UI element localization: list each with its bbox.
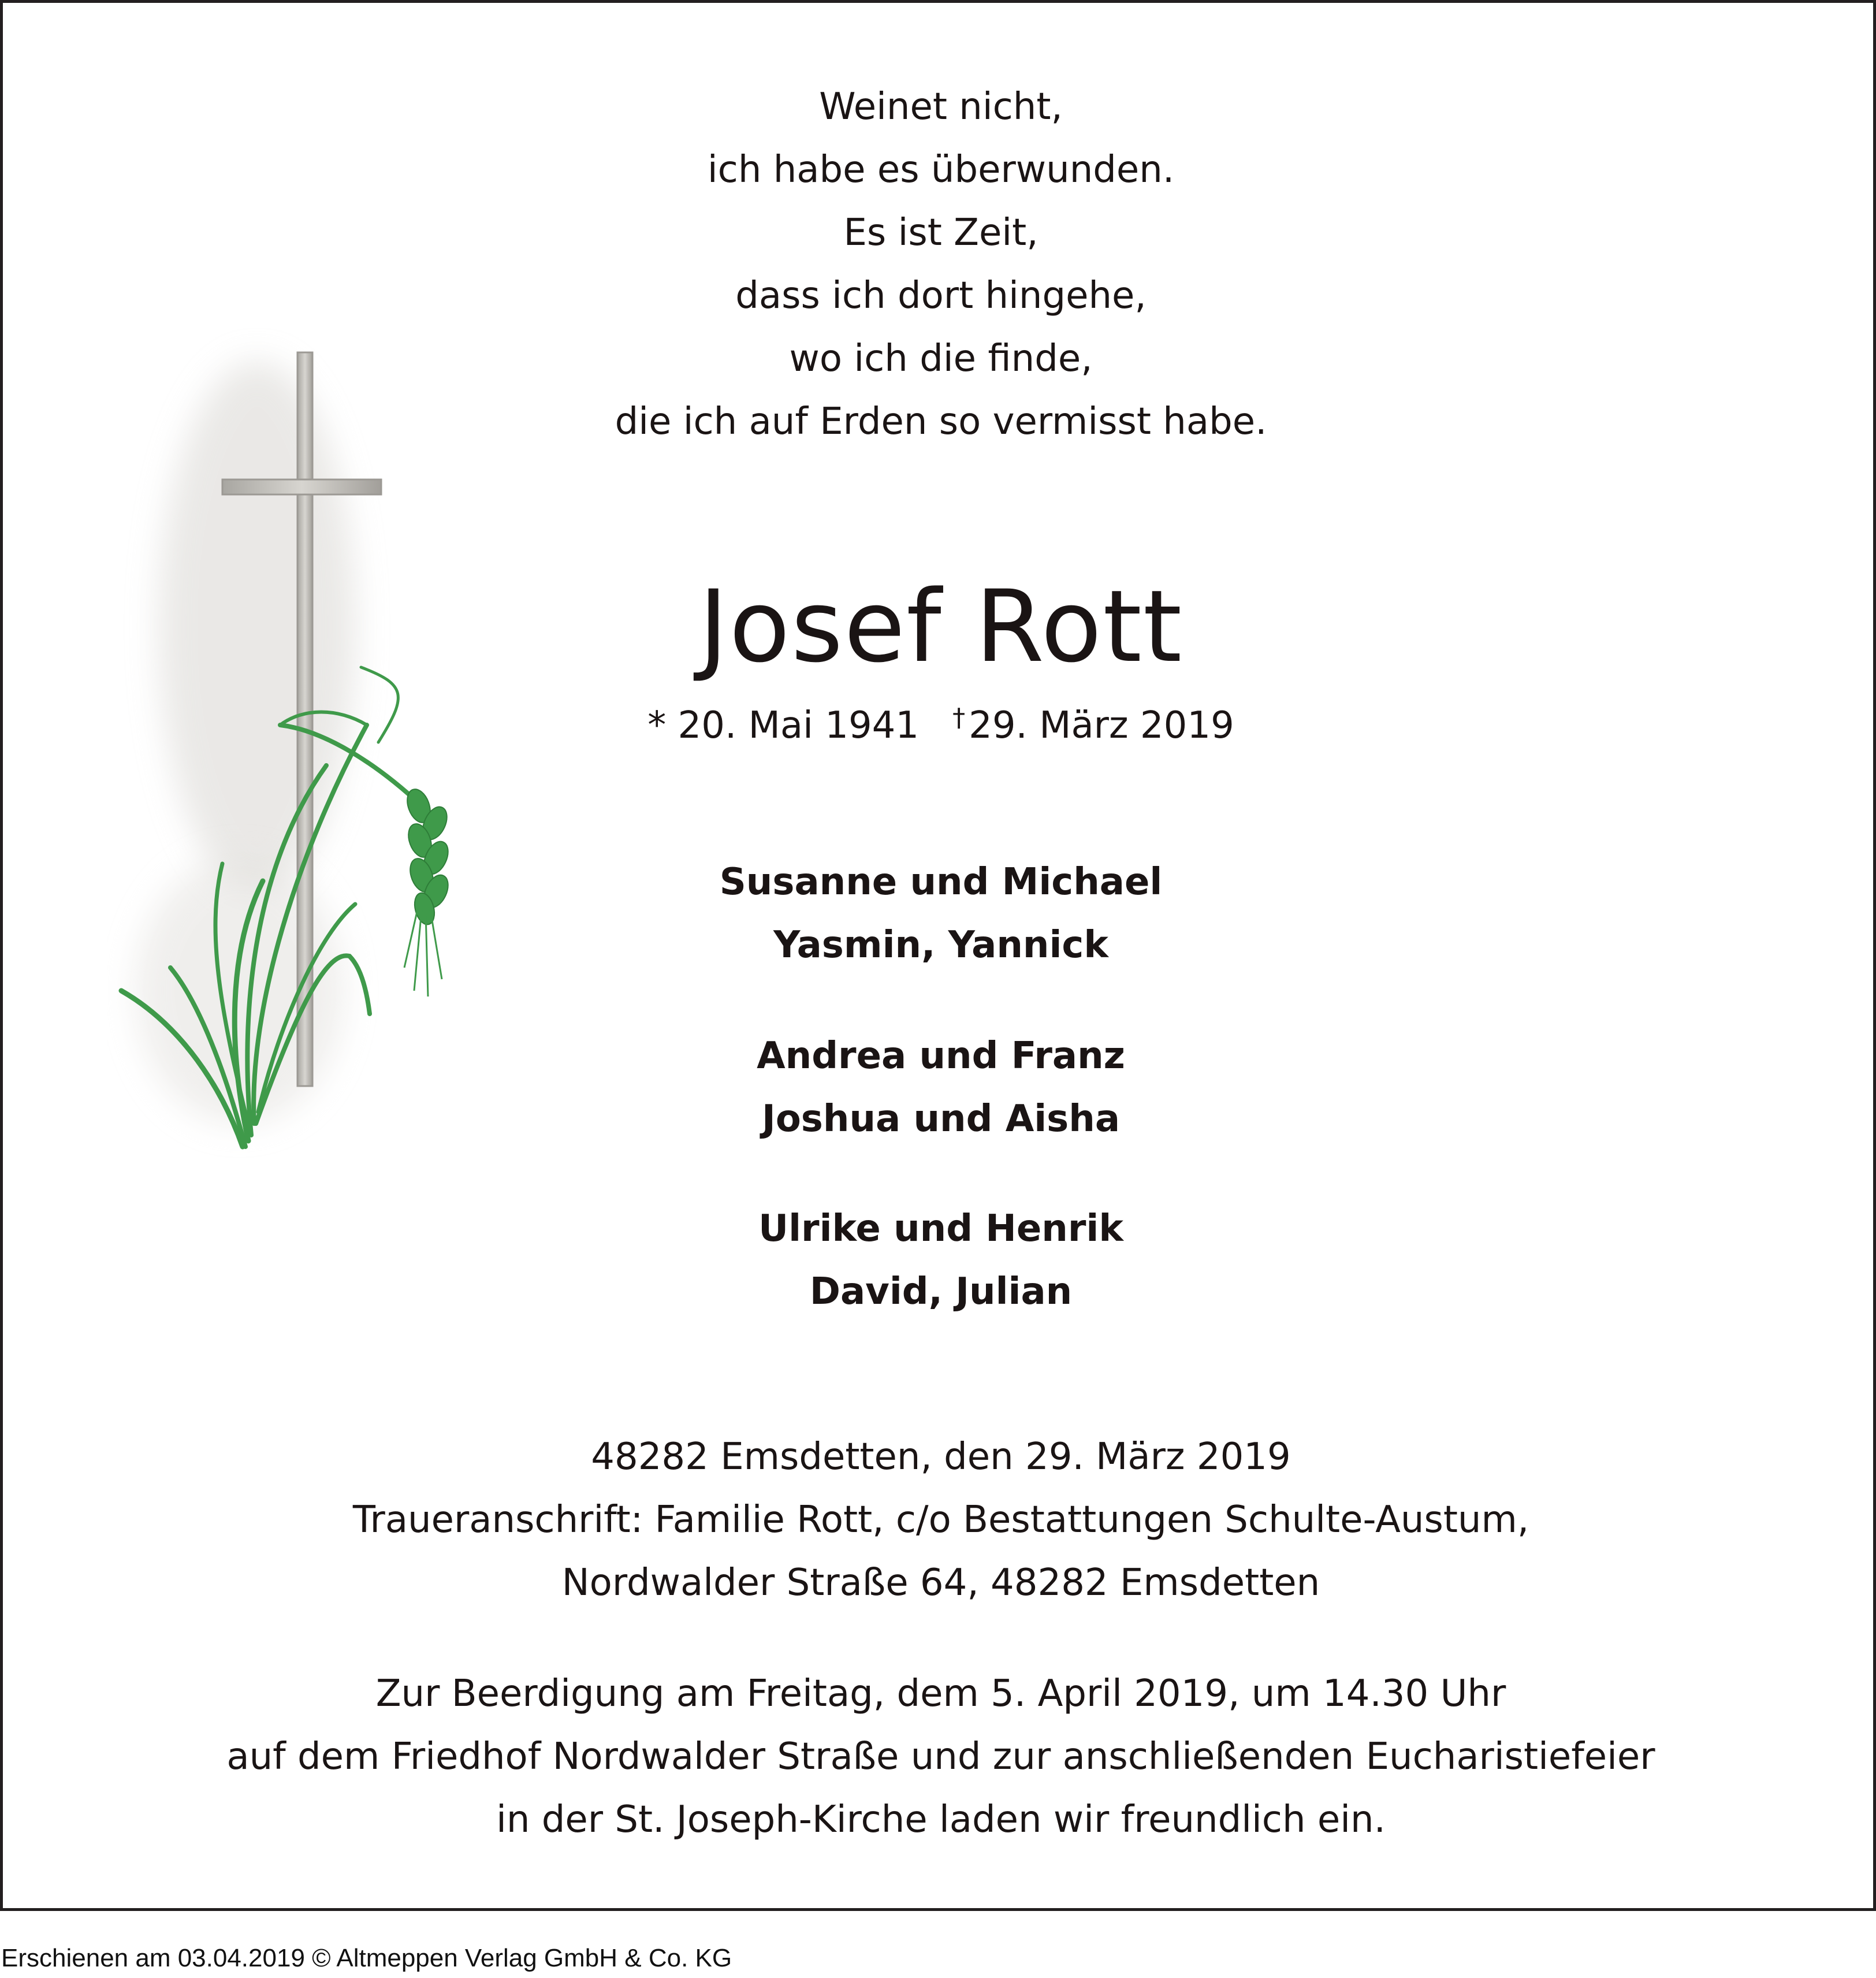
poem-line: Weinet nicht,: [819, 85, 1063, 128]
poem: [3, 76, 1876, 453]
poem-line: ich habe es überwunden.: [707, 148, 1175, 191]
dagger-icon: †: [952, 703, 966, 733]
life-dates: [3, 689, 1876, 754]
address-line: Traueranschrift: Familie Rott, c/o Bestattungen Schulte-Austum,: [352, 1499, 1529, 1541]
poem-line: dass ich dort hingehe,: [735, 274, 1147, 317]
family-parents: Ulrike und Henrik: [758, 1207, 1123, 1250]
family-group: [3, 1025, 1876, 1151]
deceased-name: Josef Rott: [698, 568, 1183, 685]
family-parents: Andrea und Franz: [757, 1035, 1125, 1077]
death-date: 29. März 2019: [969, 704, 1234, 747]
publication-footer: Erschienen am 03.04.2019 © Altmeppen Verlag GmbH & Co. KG: [1, 1944, 732, 1972]
funeral-invitation: [3, 1663, 1876, 1851]
poem-line: die ich auf Erden so vermisst habe.: [615, 400, 1267, 443]
family-group: [3, 851, 1876, 977]
family-children: David, Julian: [809, 1270, 1073, 1313]
funeral-line: Zur Beerdigung am Freitag, dem 5. April 2019, um 14.30 Uhr: [375, 1672, 1506, 1715]
family-children: Joshua und Aisha: [762, 1098, 1120, 1140]
poem-line: wo ich die finde,: [789, 337, 1093, 380]
cross-horizontal-beam: [222, 479, 381, 494]
address-line: Nordwalder Straße 64, 48282 Emsdetten: [561, 1561, 1320, 1604]
funeral-line: in der St. Joseph-Kirche laden wir freundlich ein.: [496, 1798, 1386, 1841]
place-date-line: 48282 Emsdetten, den 29. März 2019: [591, 1436, 1291, 1478]
mourning-address: [3, 1426, 1876, 1615]
poem-line: Es ist Zeit,: [843, 211, 1038, 254]
birth-date: * 20. Mai 1941: [647, 704, 920, 747]
family-group: [3, 1198, 1876, 1323]
family-children: Yasmin, Yannick: [773, 924, 1108, 966]
funeral-line: auf dem Friedhof Nordwalder Straße und zur anschließenden Eucharistiefeier: [226, 1735, 1655, 1778]
family-parents: Susanne und Michael: [719, 861, 1163, 904]
